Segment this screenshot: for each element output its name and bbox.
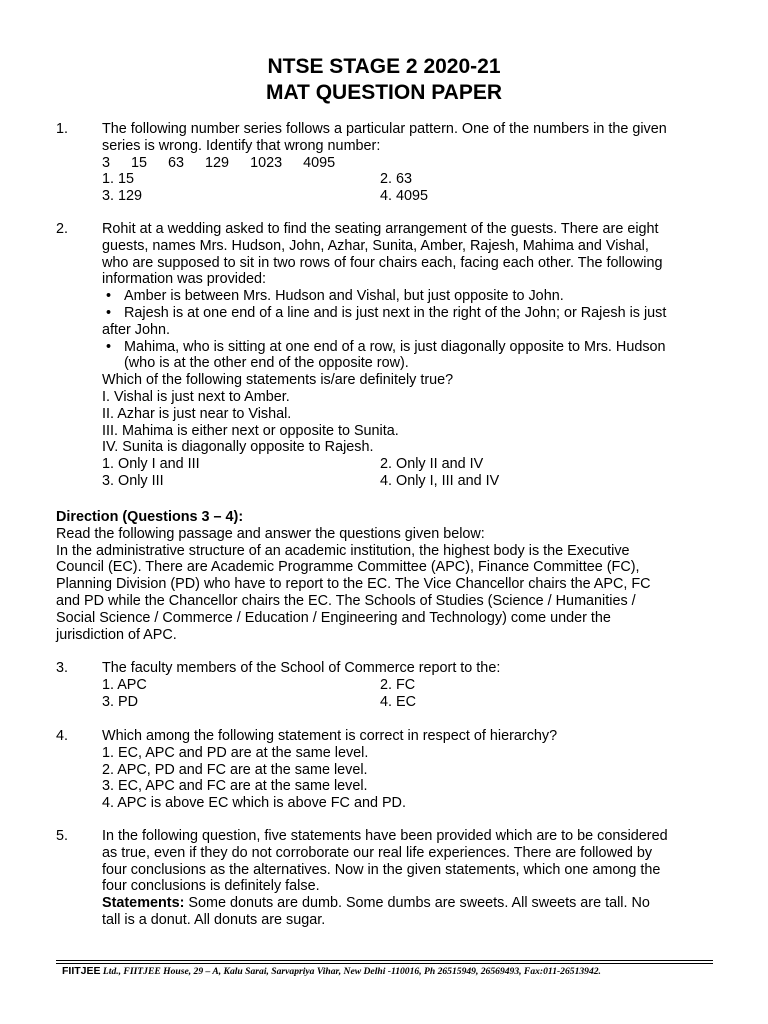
question-body — [102, 660, 768, 710]
option: 2. FC — [380, 676, 416, 693]
options-row — [102, 188, 768, 205]
bullet-item: • Rajesh is at one end of a line and is just next in the right of the John; or Rajesh is just — [102, 305, 768, 322]
question-number: 3. — [56, 660, 69, 676]
statements-line — [102, 895, 768, 912]
option: 4. 4095 — [380, 188, 429, 205]
passage-line: Social Science / Commerce / Education / Engineering and Technology) come under the — [56, 609, 611, 626]
options-row — [102, 456, 768, 473]
page-title: NTSE STAGE 2 2020-21 — [267, 55, 501, 78]
series-term: 4095 — [303, 154, 336, 171]
question-text-line: as true, even if they do not corroborate our real life experiences. There are followed by — [102, 844, 653, 861]
series-term: 15 — [131, 154, 148, 171]
question-text-line: The faculty members of the School of Commerce report to the: — [102, 660, 501, 676]
question-text-line: Rohit at a wedding asked to find the seating arrangement of the guests. There are eight — [102, 221, 659, 237]
question-number: 1. — [56, 121, 69, 137]
question-prompt: Which of the following statements is/are definitely true? — [102, 372, 454, 389]
footer-address: Ltd., FIITJEE House, 29 – A, Kalu Sarai, Sarvapriya Vihar, New Delhi -110016, Ph 26515949, 26569493, Fax:011-26513942. — [100, 966, 601, 977]
question-text-line: four conclusions as the alternatives. Now in the given statements, which one among the — [102, 861, 661, 878]
question-text-line: guests, names Mrs. Hudson, John, Azhar, Sunita, Amber, Rajesh, Mahima and Vishal, — [102, 237, 649, 254]
bullet-item: • Amber is between Mrs. Hudson and Vishal, but just opposite to John. — [102, 288, 768, 305]
passage-line: In the administrative structure of an academic institution, the highest body is the Executive — [56, 542, 630, 559]
series-term: 63 — [168, 154, 185, 171]
question-text-line: four conclusions is definitely false. — [102, 878, 320, 895]
question-text-line: In the following question, five statements have been provided which are to be considered — [102, 828, 668, 844]
question-number: 5. — [56, 828, 69, 844]
option: 4. APC is above EC which is above FC and PD. — [102, 795, 406, 812]
footer-divider — [56, 960, 713, 961]
passage-line: jurisdiction of APC. — [56, 626, 177, 643]
passage-line: Council (EC). There are Academic Programme Committee (APC), Finance Committee (FC), — [56, 559, 640, 576]
statements-label: Statements: — [102, 895, 185, 912]
option: 4. Only I, III and IV — [380, 472, 500, 489]
option: 2. 63 — [380, 171, 413, 188]
option: 4. EC — [380, 693, 416, 710]
statements-text: Some donuts are dumb. Some dumbs are sweets. All sweets are tall. No — [184, 895, 650, 912]
question-text-line: information was provided: — [102, 271, 266, 288]
question-body — [102, 728, 768, 812]
options-row — [102, 171, 768, 188]
direction-heading: Direction (Questions 3 – 4): — [56, 509, 244, 525]
options-row — [102, 473, 768, 490]
statement: III. Mahima is either next or opposite to Sunita. — [102, 422, 399, 439]
options-row — [102, 677, 768, 694]
passage-line: Planning Division (PD) who have to report to the EC. The Vice Chancellor chairs the APC, FC — [56, 576, 651, 593]
series-term: 3 — [102, 154, 111, 171]
direction-passage — [56, 509, 713, 643]
question-text-line: Which among the following statement is correct in respect of hierarchy? — [102, 728, 558, 744]
bullet-item: • Mahima, who is sitting at one end of a row, is just diagonally opposite to Mrs. Hudson — [102, 339, 768, 356]
option: 1. EC, APC and PD are at the same level. — [102, 744, 369, 761]
question-text-line: series is wrong. Identify that wrong number: — [102, 137, 381, 154]
series-term: 1023 — [250, 154, 283, 171]
direction-intro: Read the following passage and answer the questions given below: — [56, 525, 485, 542]
number-series — [102, 155, 768, 172]
passage-line: and PD while the Chancellor chairs the EC. The Schools of Studies (Science / Humanities / — [56, 592, 636, 609]
bullet-item-continued: (who is at the other end of the opposite row). — [124, 355, 409, 372]
question-body — [102, 121, 768, 205]
footer — [62, 964, 722, 979]
option: 1. Only I and III — [102, 456, 200, 473]
question-body — [102, 828, 768, 929]
option: 1. APC — [102, 676, 147, 693]
statement: IV. Sunita is diagonally opposite to Rajesh. — [102, 439, 374, 456]
option: 1. 15 — [102, 171, 135, 188]
bullet-item-continued: after John. — [102, 321, 170, 338]
footer-brand: FIITJEE — [62, 965, 101, 977]
option: 3. EC, APC and FC are at the same level. — [102, 778, 368, 795]
statements-line: tall is a donut. All donuts are sugar. — [102, 911, 326, 928]
option: 3. 129 — [102, 188, 143, 205]
option: 2. APC, PD and FC are at the same level. — [102, 761, 368, 778]
page-subtitle: MAT QUESTION PAPER — [265, 81, 503, 104]
option: 3. PD — [102, 693, 138, 710]
question-number: 4. — [56, 728, 69, 744]
question-body — [102, 221, 768, 490]
option: 2. Only II and IV — [380, 456, 484, 473]
statement: I. Vishal is just next to Amber. — [102, 388, 290, 405]
question-number: 2. — [56, 221, 69, 237]
option: 3. Only III — [102, 472, 164, 489]
options-row — [102, 694, 768, 711]
statement: II. Azhar is just near to Vishal. — [102, 405, 292, 422]
series-term: 129 — [205, 154, 230, 171]
question-text-line: The following number series follows a particular pattern. One of the numbers in the given — [102, 121, 667, 137]
question-text-line: who are supposed to sit in two rows of four chairs each, facing each other. The following — [102, 254, 663, 271]
